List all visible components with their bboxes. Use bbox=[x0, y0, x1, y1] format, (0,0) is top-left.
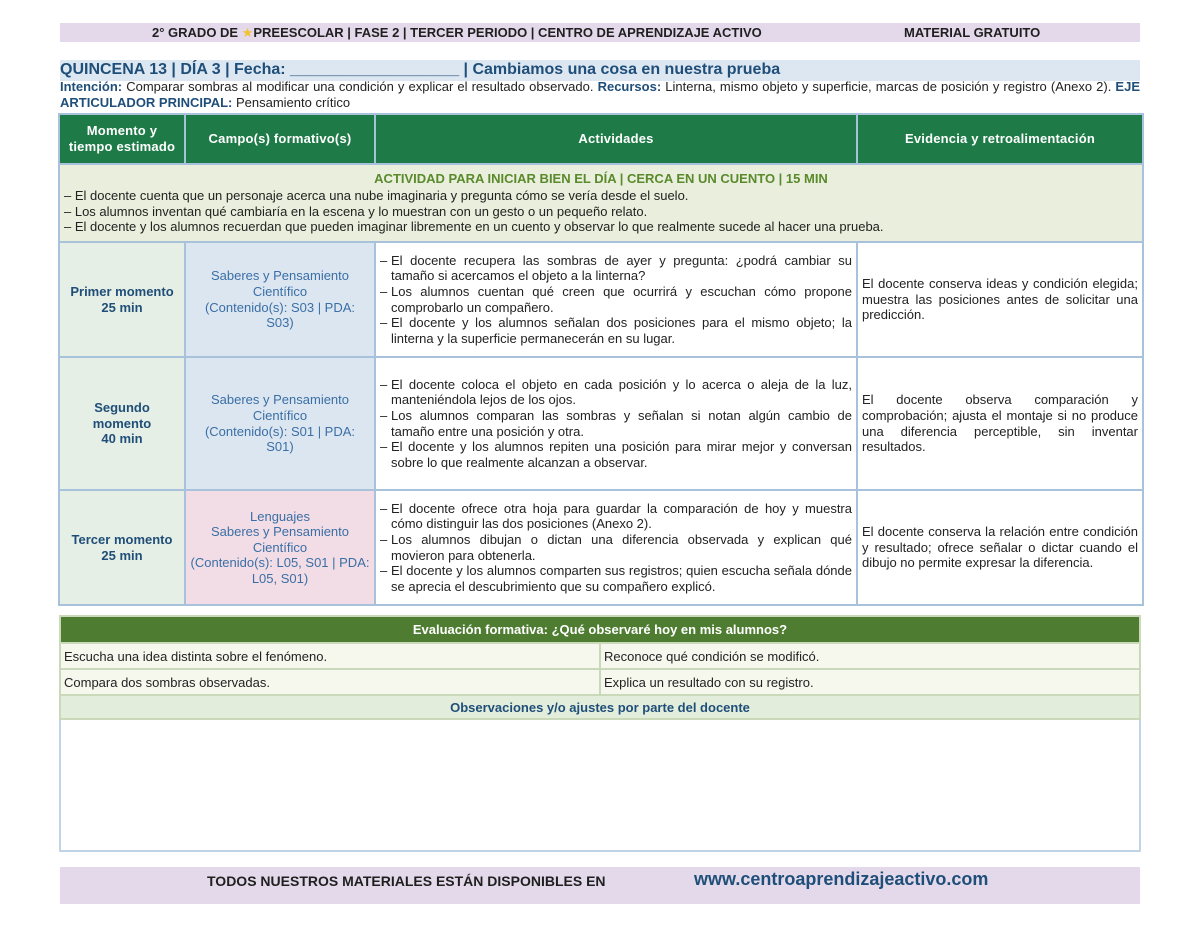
formative-evaluation-table bbox=[59, 615, 1141, 852]
field-label: Saberes y Pensamiento Científico (Contenido(s): S03 | PDA: S03) bbox=[204, 268, 356, 331]
header-momento: Momento y tiempo estimado bbox=[59, 114, 185, 164]
page-title: QUINCENA 13 | DÍA 3 | Fecha: ___________________ | Cambiamos una cosa en nuestra prueba bbox=[60, 61, 781, 78]
start-activity-line: – Los alumnos inventan qué cambiaría en la escena y lo muestran con un gesto o un pequeño relato. bbox=[64, 203, 648, 219]
header-program: PREESCOLAR | FASE 2 | TERCER PERIODO | CENTRO DE APRENDIZAJE ACTIVO bbox=[253, 25, 762, 40]
moment-cell bbox=[59, 490, 185, 605]
field-cell bbox=[185, 242, 375, 357]
evaluation-title: Evaluación formativa: ¿Qué observaré hoy en mis alumnos? bbox=[60, 616, 1140, 643]
evaluation-item: Reconoce qué condición se modificó. bbox=[600, 643, 1140, 669]
activities-cell bbox=[375, 242, 857, 357]
intention-paragraph bbox=[60, 79, 1140, 110]
activity-item: – Los alumnos comparan las sombras y señalan si notan algún cambio de tamaño entre una posición y otra. bbox=[380, 407, 852, 439]
intention-label: Intención: bbox=[60, 79, 123, 94]
evidence-cell: El docente conserva la relación entre condición y resultado; ofrece señalar o dictar cuando el dibujo no permite expresar la diferencia. bbox=[857, 490, 1143, 605]
header-actividades: Actividades bbox=[375, 114, 857, 164]
footer-bar bbox=[60, 867, 1140, 904]
moment-cell bbox=[59, 242, 185, 357]
footer-link[interactable]: www.centroaprendizajeactivo.com bbox=[694, 869, 989, 889]
table-row bbox=[59, 357, 1143, 490]
activity-item: – El docente y los alumnos señalan dos posiciones para el mismo objeto; la linterna y la superficie permanecerán en su lugar. bbox=[380, 315, 852, 346]
moment-cell bbox=[59, 357, 185, 490]
activity-item: – El docente y los alumnos comparten sus registros; quien escucha señala dónde se aprecia el descubrimiento que su compañero explicó. bbox=[380, 563, 852, 594]
start-activity-title: ACTIVIDAD PARA INICIAR BIEN EL DÍA | CERCA EN UN CUENTO | 15 MIN bbox=[374, 171, 828, 187]
evidence-cell: El docente observa comparación y comprobación; ajusta el montaje si no produce una diferencia perceptible, sin inventar resultados. bbox=[857, 357, 1143, 490]
moment-label: Primer momento 25 min bbox=[70, 283, 174, 315]
start-activity-cell bbox=[59, 164, 1143, 242]
header-free-material: MATERIAL GRATUITO bbox=[904, 25, 1041, 40]
title-bar bbox=[60, 60, 1140, 81]
table-row bbox=[59, 490, 1143, 605]
activities-cell bbox=[375, 490, 857, 605]
activity-item: – El docente y los alumnos repiten una posición para mirar mejor y conversan sobre lo que realmente alcanzan a observar. bbox=[380, 439, 852, 470]
moment-label: Segundo momento 40 min bbox=[92, 400, 152, 447]
activity-item: – El docente ofrece otra hoja para guardar la comparación de hoy y muestra cómo distinguir las dos posiciones (Anexo 2). bbox=[380, 500, 852, 532]
start-activity-row bbox=[59, 164, 1143, 242]
field-cell bbox=[185, 490, 375, 605]
observations-area[interactable] bbox=[60, 719, 1140, 851]
axis-text: Pensamiento crítico bbox=[232, 94, 351, 110]
activity-item: – El docente recupera las sombras de ayer y pregunta: ¿podrá cambiar su tamaño si acercamos el objeto a la linterna? bbox=[380, 252, 852, 284]
evaluation-item: Explica un resultado con su registro. bbox=[600, 669, 1140, 695]
activity-item: – El docente coloca el objeto en cada posición y lo acerca o aleja de la luz, manteniéndola lejos de los ojos. bbox=[380, 376, 852, 408]
evaluation-item: Compara dos sombras observadas. bbox=[60, 669, 600, 695]
header-left bbox=[152, 25, 762, 41]
moment-label: Tercer momento 25 min bbox=[71, 531, 173, 563]
star-icon: ★ bbox=[241, 25, 254, 40]
activity-item: – Los alumnos cuentan qué creen que ocurrirá y escuchan cómo propone comprobarlo un compañero. bbox=[380, 283, 852, 315]
evaluation-item: Escucha una idea distinta sobre el fenómeno. bbox=[60, 643, 600, 669]
intention-text: Comparar sombras al modificar una condición y explicar el resultado observado. bbox=[122, 79, 598, 94]
lesson-plan-table bbox=[58, 113, 1144, 606]
axis-label: EJE ARTICULADOR PRINCIPAL: bbox=[60, 79, 1140, 110]
header-evidencia: Evidencia y retroalimentación bbox=[857, 114, 1143, 164]
header-grade: 2° GRADO DE bbox=[152, 25, 242, 40]
activities-cell bbox=[375, 357, 857, 490]
observations-title: Observaciones y/o ajustes por parte del docente bbox=[60, 695, 1140, 719]
resources-label: Recursos: bbox=[597, 79, 662, 94]
activity-item: – Los alumnos dibujan o dictan una diferencia observada y explican qué movieron para obtenerla. bbox=[380, 531, 852, 563]
start-activity-line: – El docente y los alumnos recuerdan que pueden imaginar libremente en un cuento y observar lo que realmente sucede al hacer una prueba. bbox=[64, 219, 884, 235]
table-header-row bbox=[59, 114, 1143, 164]
table-row bbox=[59, 242, 1143, 357]
evidence-cell: El docente conserva ideas y condición elegida; muestra las posiciones antes de solicitar una predicción. bbox=[857, 242, 1143, 357]
start-activity-line: – El docente cuenta que un personaje acerca una nube imaginaria y pregunta cómo se vería desde el suelo. bbox=[64, 187, 689, 203]
field-label: Saberes y Pensamiento Científico (Contenido(s): S01 | PDA: S01) bbox=[204, 392, 356, 455]
header-campo: Campo(s) formativo(s) bbox=[185, 114, 375, 164]
field-cell bbox=[185, 357, 375, 490]
resources-text: Linterna, mismo objeto y superficie, marcas de posición y registro (Anexo 2). bbox=[661, 79, 1116, 94]
header-bar bbox=[60, 23, 1140, 42]
footer-text: TODOS NUESTROS MATERIALES ESTÁN DISPONIBLES EN bbox=[207, 873, 606, 889]
field-label: Lenguajes Saberes y Pensamiento Científico (Contenido(s): L05, S01 | PDA: L05, S01) bbox=[190, 508, 370, 586]
